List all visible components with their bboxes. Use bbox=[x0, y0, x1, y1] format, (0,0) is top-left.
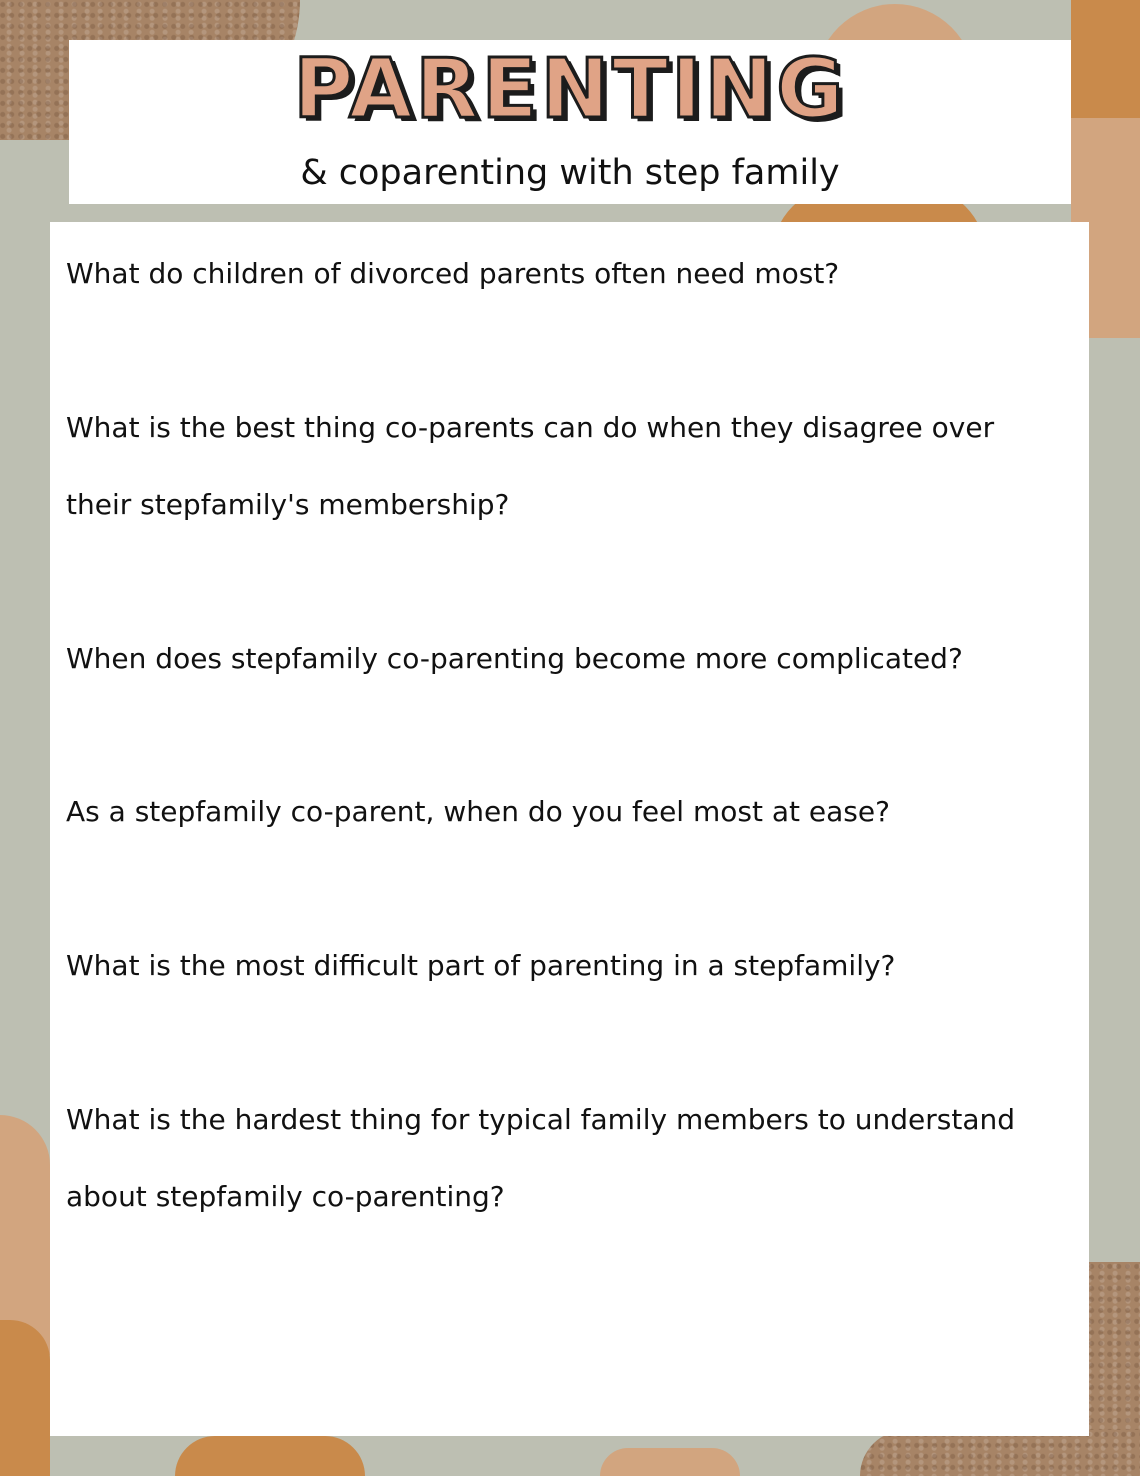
tan-arch-bottom-left bbox=[0, 1115, 50, 1355]
question-2: What is the best thing co-parents can do when they disagree over their stepfamily's membership? bbox=[66, 411, 995, 521]
question-1: What do children of divorced parents often need most? bbox=[66, 257, 840, 290]
page-subtitle: & coparenting with step family bbox=[300, 153, 840, 193]
orange-shape-bottom bbox=[175, 1436, 365, 1476]
question-3: When does stepfamily co-parenting become more complicated? bbox=[66, 642, 963, 675]
question-6: What is the hardest thing for typical family members to understand about stepfamily co-parenting? bbox=[66, 1103, 1015, 1213]
question-4: As a stepfamily co-parent, when do you feel most at ease? bbox=[66, 795, 890, 828]
orange-arch-bottom-left bbox=[0, 1320, 50, 1476]
tan-shape-bottom bbox=[600, 1448, 740, 1476]
question-5: What is the most difficult part of parenting in a stepfamily? bbox=[66, 949, 896, 982]
paper-texture-bottom-strip bbox=[860, 1430, 1140, 1476]
page-title: PARENTING bbox=[293, 42, 847, 137]
